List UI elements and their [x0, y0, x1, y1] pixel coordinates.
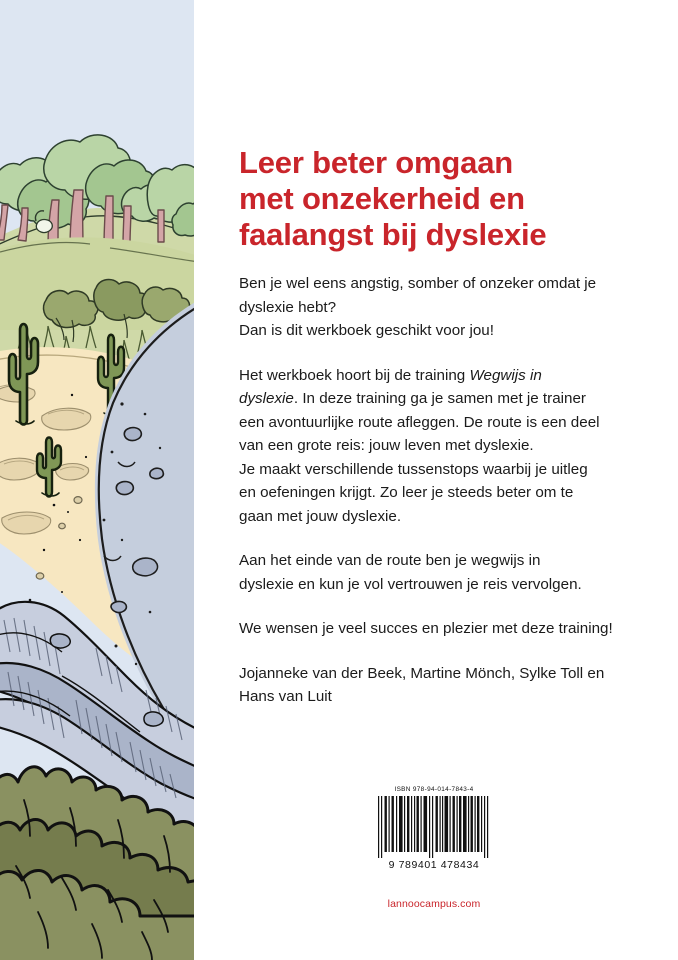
blurb-line: Dan is dit werkboek geschikt voor jou!: [239, 322, 494, 339]
title-line-3: faalangst bij dyslexie: [239, 216, 547, 252]
blurb-line: [239, 364, 639, 388]
blurb-line: een avontuurlijke route afleggen. De route is een deel: [239, 413, 600, 431]
blurb-line: Je maakt verschillende tussenstops waarbij je uitleg: [239, 460, 588, 478]
isbn-label: ISBN 978-94-014-7843-4: [394, 786, 474, 793]
blurb-line: dyslexie hebt?: [239, 298, 337, 316]
blurb-line: gaan met jouw dyslexie.: [239, 507, 402, 525]
blurb-line: van een grote reis: jouw leven met dyslexie.: [239, 437, 534, 454]
blurb-line: Hans van Luit: [239, 688, 332, 705]
tree-knot: [36, 220, 52, 233]
title-line-2: met onzekerheid en: [239, 180, 525, 216]
title-line-1: Leer beter omgaan: [239, 144, 513, 180]
training-title-italic-2: dyslexie: [239, 390, 294, 407]
adventure-landscape-illustration: [0, 0, 194, 960]
blurb-line: Ben je wel eens angstig, somber of onzeker omdat je: [239, 275, 597, 292]
isbn-barcode: [369, 786, 499, 871]
blurb-line-text: Het werkboek hoort bij de training: [239, 366, 470, 384]
paragraph-wishes: [239, 617, 639, 641]
training-title-italic-1: Wegwijs in: [469, 366, 542, 384]
barcode-bars-icon: [375, 796, 493, 858]
blurb-line: en oefeningen krijgt. Zo leer je steeds beter om te: [239, 484, 574, 501]
blurb-line: Aan het einde van de route ben je wegwijs in: [239, 552, 541, 569]
paragraph-training: [239, 364, 639, 529]
blurb-line: dyslexie en kun je vol vertrouwen je reis vervolgen.: [239, 575, 582, 593]
back-cover-content: [194, 0, 678, 960]
blurb-line-text: . In deze training ga je samen met je trainer: [293, 390, 586, 407]
publisher-website[interactable]: lannoocampus.com: [387, 898, 481, 910]
blurb-line: We wensen je veel succes en plezier met deze training!: [239, 620, 613, 637]
blurb-line: Jojanneke van der Beek, Martine Mönch, Sylke Toll en: [239, 664, 605, 682]
blurb-text: [239, 272, 639, 709]
paragraph-intro: [239, 272, 639, 343]
blurb-line: [239, 387, 639, 411]
paragraph-authors: [239, 662, 639, 709]
barcode-digits: 9 789401 478434: [388, 859, 480, 871]
paragraph-route-end: [239, 549, 639, 596]
page-title: [239, 145, 639, 253]
